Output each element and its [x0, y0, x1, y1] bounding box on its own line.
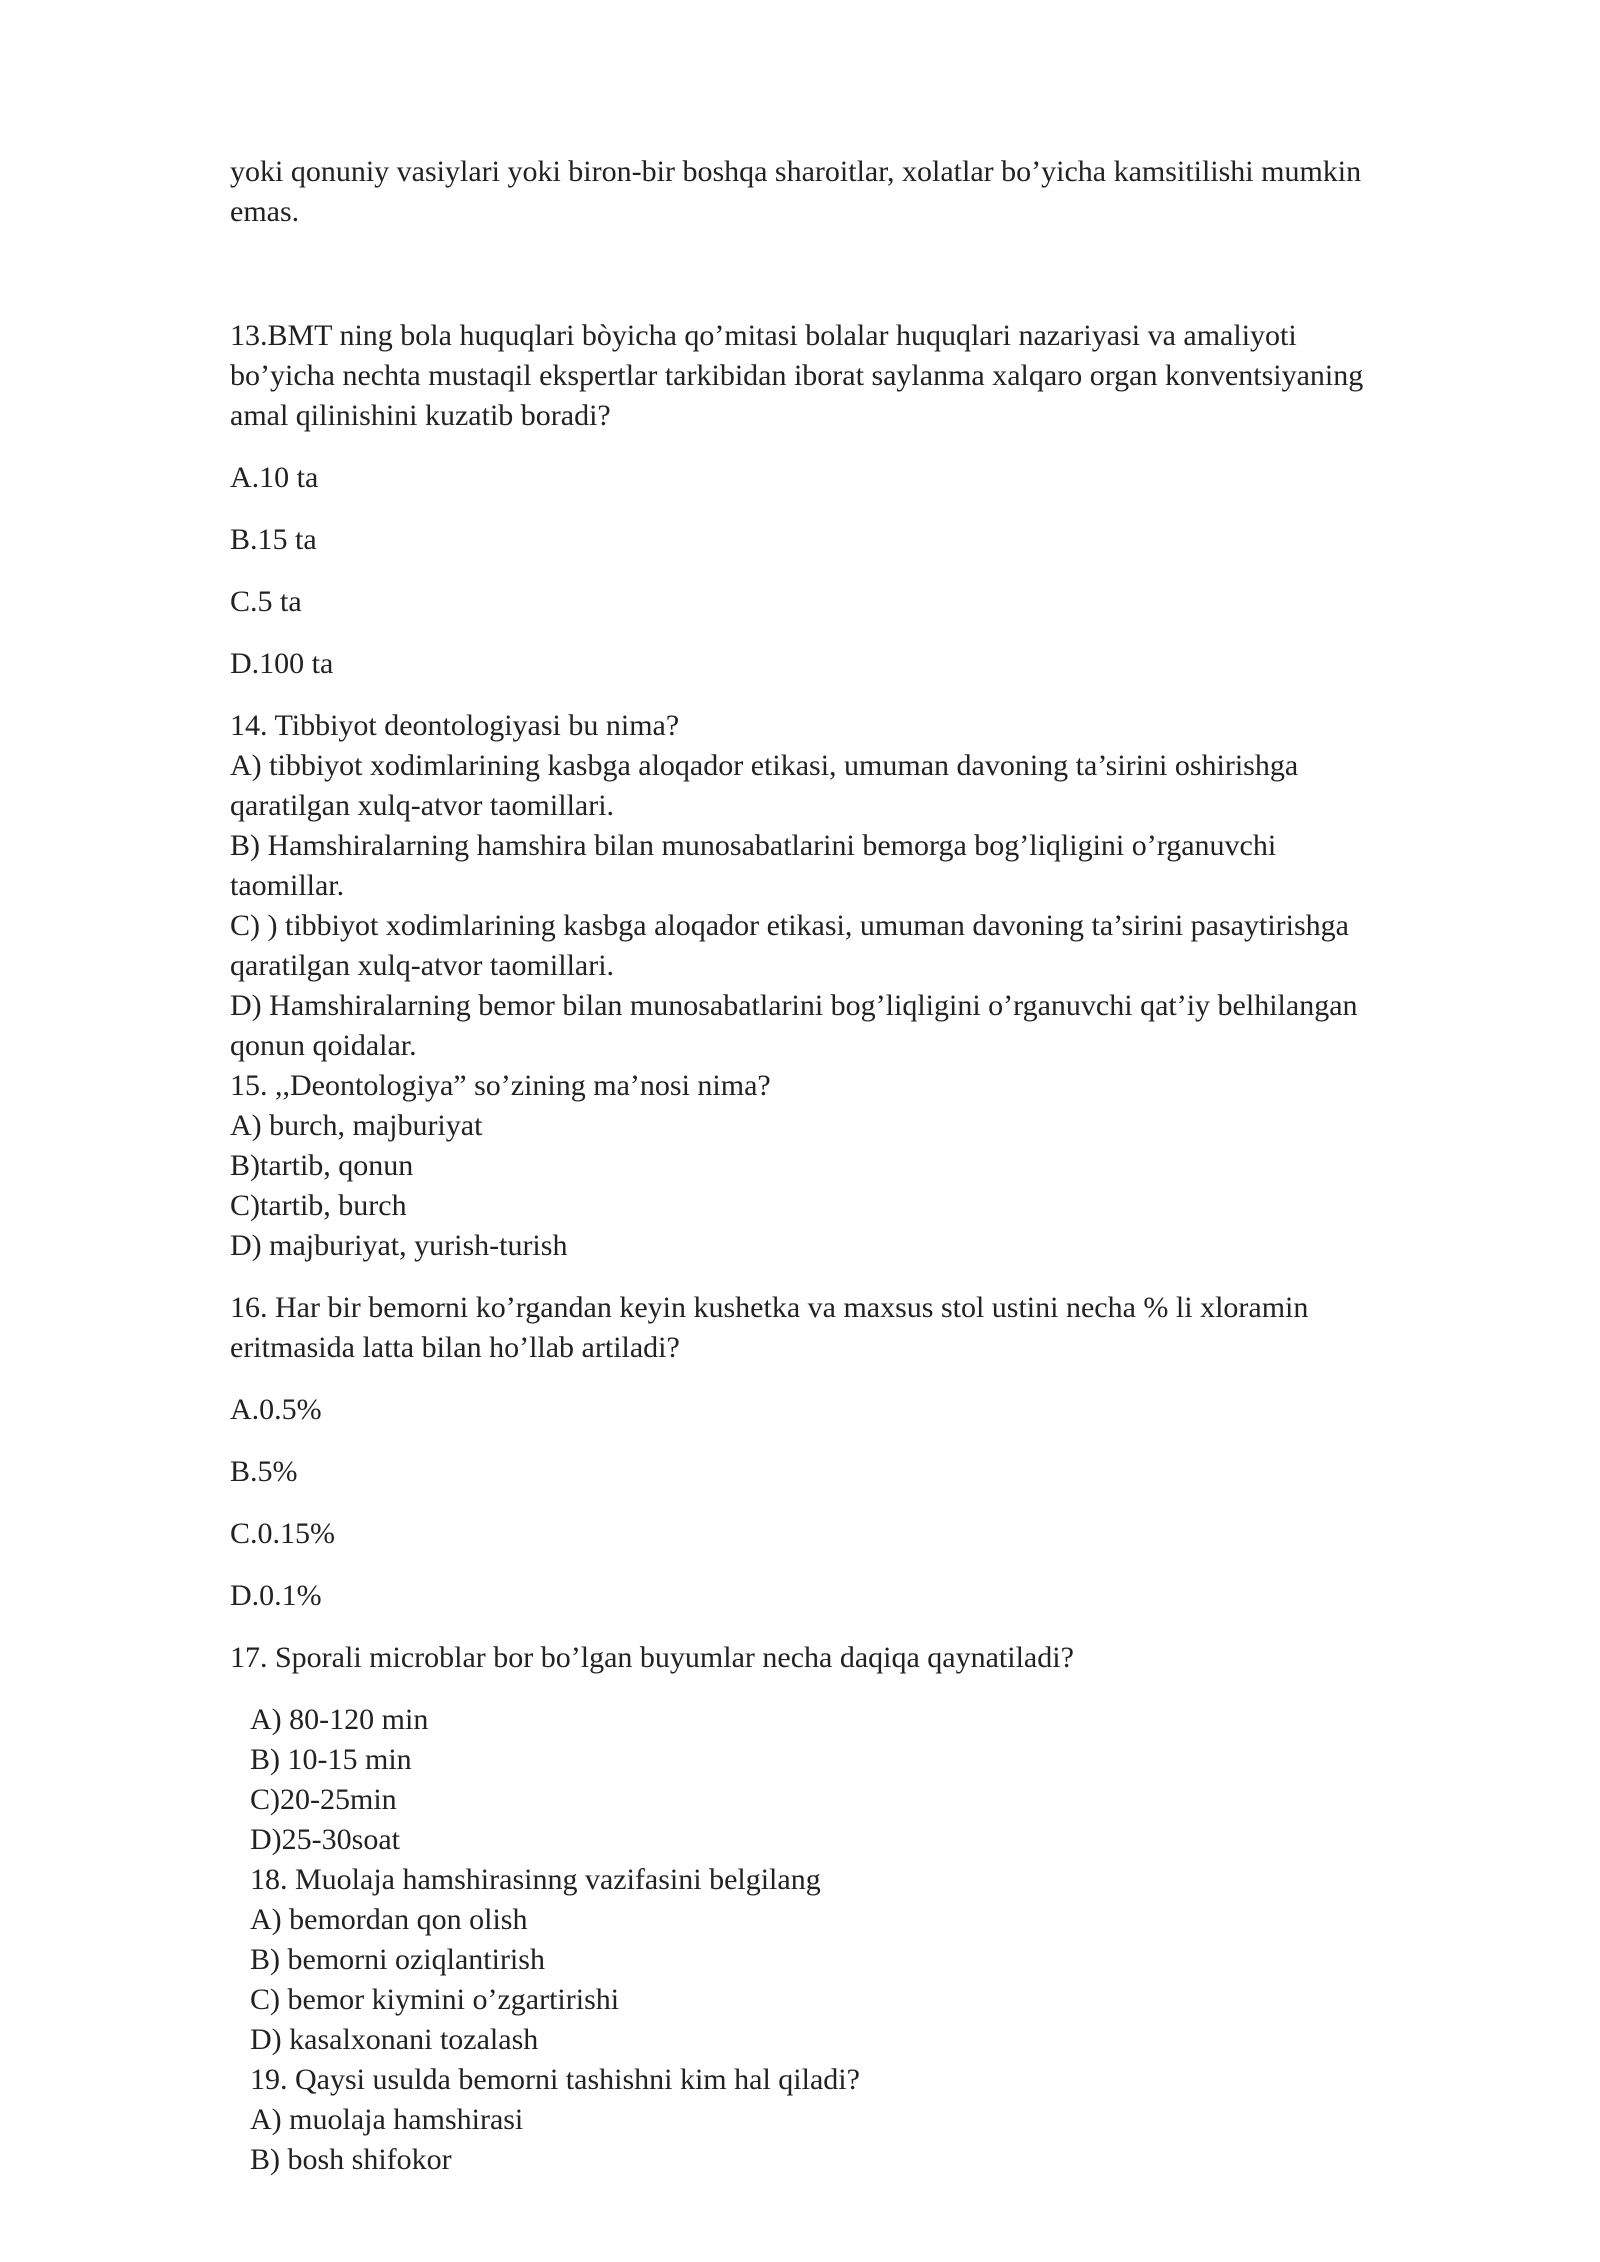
- q14-option-a-line-1: A) tibbiyot xodimlarining kasbga aloqador etikasi, umuman davoning ta’sirini oshirishga: [230, 749, 1299, 782]
- q14-option-c-line-2: qaratilgan xulq-atvor taomillari.: [230, 949, 615, 982]
- q15-option-d: D) majburiyat, yurish-turish: [230, 1229, 568, 1262]
- q13-option-c: C.5 ta: [230, 585, 302, 618]
- q13-line-3: amal qilinishini kuzatib boradi?: [230, 399, 611, 432]
- q19-question: 19. Qaysi usulda bemorni tashishni kim hal qiladi?: [250, 2063, 860, 2096]
- q18-option-a: A) bemordan qon olish: [250, 1903, 528, 1936]
- q14-option-c-line-1: C) ) tibbiyot xodimlarining kasbga aloqador etikasi, umuman davoning ta’sirini pasaytirishga: [230, 909, 1349, 942]
- q16-option-c: C.0.15%: [230, 1517, 335, 1550]
- q15-option-a: A) burch, majburiyat: [230, 1109, 483, 1142]
- q19-option-b: B) bosh shifokor: [250, 2143, 452, 2176]
- q14-option-d-line-2: qonun qoidalar.: [230, 1029, 417, 1062]
- q13-option-a: A.10 ta: [230, 461, 319, 494]
- q17-option-a: A) 80-120 min: [250, 1703, 429, 1736]
- q17-question: 17. Sporali microblar bor bo’lgan buyumlar necha daqiqa qaynatiladi?: [230, 1641, 1074, 1674]
- q18-option-c: C) bemor kiymini o’zgartirishi: [250, 1983, 620, 2016]
- q14-option-b-line-2: taomillar.: [230, 869, 345, 902]
- q18-option-b: B) bemorni oziqlantirish: [250, 1943, 545, 1976]
- q15-option-c: C)tartib, burch: [230, 1189, 407, 1222]
- q13-option-d: D.100 ta: [230, 647, 334, 680]
- q16-option-d: D.0.1%: [230, 1579, 322, 1612]
- q17-option-d: D)25-30soat: [250, 1823, 400, 1856]
- q17-option-c: C)20-25min: [250, 1783, 397, 1816]
- q16-option-b: B.5%: [230, 1455, 298, 1488]
- q13-line-1: 13.BMT ning bola huquqlari bòyicha qo’mitasi bolalar huquqlari nazariyasi va amaliyoti: [230, 319, 1297, 352]
- q14-question: 14. Tibbiyot deontologiyasi bu nima?: [230, 709, 680, 742]
- q16-option-a: A.0.5%: [230, 1393, 322, 1426]
- q16-line-2: eritmasida latta bilan ho’llab artiladi?: [230, 1331, 680, 1364]
- q19-option-a: A) muolaja hamshirasi: [250, 2103, 524, 2136]
- q14-option-a-line-2: qaratilgan xulq-atvor taomillari.: [230, 789, 615, 822]
- q13-option-b: B.15 ta: [230, 523, 317, 556]
- q15-option-b: B)tartib, qonun: [230, 1149, 414, 1182]
- q15-question: 15. ,,Deontologiya” so’zining ma’nosi nima?: [230, 1069, 771, 1102]
- q16-line-1: 16. Har bir bemorni ko’rgandan keyin kushetka va maxsus stol ustini necha % li xloramin: [230, 1291, 1309, 1324]
- intro-line-2: emas.: [230, 195, 300, 228]
- intro-line-1: yoki qonuniy vasiylari yoki biron-bir boshqa sharoitlar, xolatlar bo’yicha kamsitilishi mumkin: [230, 155, 1362, 188]
- q17-option-b: B) 10-15 min: [250, 1743, 412, 1776]
- q13-line-2: bo’yicha nechta mustaqil ekspertlar tarkibidan iborat saylanma xalqaro organ konventsiyaning: [230, 359, 1364, 392]
- q14-option-b-line-1: B) Hamshiralarning hamshira bilan munosabatlarini bemorga bog’liqligini o’rganuvchi: [230, 829, 1277, 862]
- q18-question: 18. Muolaja hamshirasinng vazifasini belgilang: [250, 1863, 821, 1896]
- q18-option-d: D) kasalxonani tozalash: [250, 2023, 539, 2056]
- q14-option-d-line-1: D) Hamshiralarning bemor bilan munosabatlarini bog’liqligini o’rganuvchi qat’iy belhilangan: [230, 989, 1358, 1022]
